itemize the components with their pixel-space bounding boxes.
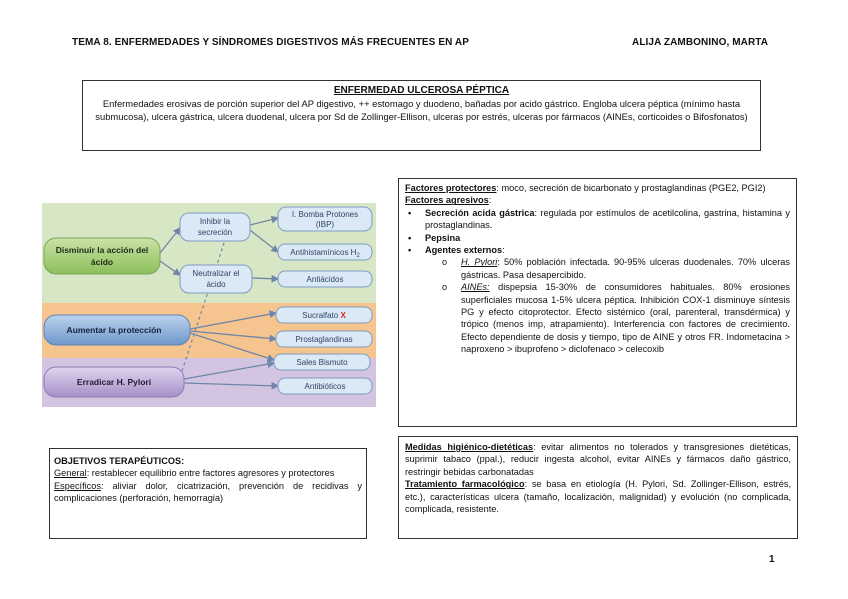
drug1-label: I. Bomba Protones (291, 210, 359, 219)
measures-box (398, 436, 798, 539)
drug2-label: Antihistamínicos H (290, 248, 357, 257)
drug-node-antih2 (278, 244, 372, 260)
aines-text: dispepsia 15-30% de consumidores habituales. 80% erosiones superficiales mucosa 1-5% ulcera péptica. Inhibición COX-1 disminuye síntesis PG y efecto citoprotector. Efecto sistémico (oral, parenteral, transdérmica) y trópico (menos imp, atrapamiento). Interferencia con factores de crecimiento. Efecto dependiente de dosis y tiempo, tipo de AINE y otros FR. Indometacina > naproxeno > ibuprofeno > diclofenaco > celecoxib (461, 282, 790, 355)
objectives-title: OBJETIVOS TERAPÉUTICOS: (54, 456, 185, 466)
intro-box (82, 80, 761, 151)
objectives-box (49, 448, 367, 539)
page-number: 1 (769, 554, 775, 565)
mid1-label-2: secreción (197, 228, 233, 237)
mid2-label-2: ácido (206, 280, 226, 289)
hygiene-text: : evitar alimentos no tolerados y transgresiones dietéticas, suprimir tabaco (ppal.), reducir ingesta alcohol, evitar AINEs y fármacos daño gástrico, restringir bebidas carbonatadas (405, 442, 791, 477)
hygiene-measures (405, 441, 791, 478)
sub-pylori (405, 256, 790, 281)
intro-title: ENFERMEDAD ULCEROSA PÉPTICA (333, 85, 510, 96)
pharmacological-treatment (405, 478, 791, 515)
svg-text:Sucralfato X (302, 311, 346, 320)
document-header-title: TEMA 8. ENFERMEDADES Y SÍNDROMES DIGESTIVOS MÁS FRECUENTES EN AP (72, 37, 470, 48)
goal1-label-2: ácido (90, 257, 114, 267)
general-label: General (54, 468, 87, 479)
drug-node-antacids (278, 271, 372, 287)
goal-node-acid (44, 238, 160, 274)
bullet-external (405, 244, 790, 256)
drug6-label: Sales Bismuto (296, 358, 348, 367)
intro-body: Enfermedades erosivas de porción superior del AP digestivo, ++ estomago y duodeno, bañadas por acido gástrico. Engloba ulcera péptica (mínimo hasta submucosa), ulcera gástrica, ulcera duodenal, ulcera por Sd de Zollinger-Ellison, ulceras por estrés, ulceras por fármacos (AINEs, corticoides o Bifosfonatos) (95, 98, 748, 122)
mid2-label: Neutralizar el (192, 269, 240, 278)
drug5-label: Prostaglandinas (295, 335, 353, 344)
aines-label: AINEs: (461, 282, 490, 293)
objective-specific (54, 480, 362, 505)
protective-label: Factores protectores (405, 183, 497, 193)
bullet-acid (405, 207, 790, 232)
pylori-text: : 50% población infectada. 90-95% ulceras duodenales. 70% ulceras gástricas. Pasa desapercibido. (461, 257, 790, 280)
objective-general (54, 467, 362, 479)
drug-node-sucralfate (276, 307, 372, 323)
specific-label: Específicos (54, 480, 101, 491)
drug-node-bismuth (274, 354, 370, 370)
drug4-label: Sucralfato (302, 311, 339, 320)
pepsin-label: Pepsina (425, 232, 461, 243)
pharma-text: : se basa en etiología (H. Pylori, Sd. Zollinger-Ellison, estrés, etc.), características ulcera (tamaño, localización, malignidad) y evolución (no complicada, complicada, resistente. (405, 479, 791, 515)
pylori-label: H. Pylori (461, 257, 498, 268)
aggressive-colon: : (488, 195, 492, 206)
hygiene-label: Medidas higiénico-dietéticas (405, 442, 534, 452)
drug7-label: Antibióticos (304, 382, 346, 391)
acid-text: : regulada por estímulos de acetilcolina, gastrina, histamina y prostaglandinas. (425, 207, 790, 231)
external-label: Agentes externos (425, 245, 503, 256)
goal1-label: Disminuir la acción del (55, 245, 149, 255)
acid-label: Secreción acida gástrica (425, 207, 535, 218)
drug1-label-2: (IBP) (315, 220, 335, 229)
aggressive-label: Factores agresivos (405, 195, 489, 206)
drug4-cross-mark: X (340, 311, 346, 320)
document-header-author: ALIJA ZAMBONINO, MARTA (632, 37, 769, 48)
goal3-label: Erradicar H. Pylori (76, 377, 152, 387)
external-colon: : (502, 245, 505, 256)
sub-aines (405, 281, 790, 355)
drug2-subscript: 2 (356, 253, 360, 259)
bullet-pepsin (405, 232, 790, 244)
mid-node-inhibit (180, 213, 250, 241)
factors-box (398, 178, 797, 427)
drug-node-antibiotics (278, 378, 372, 394)
specific-text: : aliviar dolor, cicatrización, prevención de recidivas y complicaciones (perforación, hemorragia) (54, 480, 362, 504)
drug3-label: Antiácidos (306, 275, 344, 284)
mid-node-neutralize (180, 265, 252, 293)
goal2-label: Aumentar la protección (66, 325, 162, 335)
goal-node-protection (44, 315, 190, 345)
goal-node-pylori (44, 367, 184, 397)
treatment-diagram (42, 203, 376, 407)
protective-factors (405, 182, 790, 194)
drug-node-prostaglandins (276, 331, 372, 347)
protective-text: : moco, secreción de bicarbonato y prostaglandinas (PGE2, PGI2) (496, 183, 766, 193)
aggressive-factors (405, 194, 790, 206)
drug-node-ibp (278, 207, 372, 231)
general-text: : restablecer equilibrio entre factores agresores y protectores (86, 468, 335, 479)
pharma-label: Tratamiento farmacológico (405, 479, 525, 490)
mid1-label: Inhibir la (199, 217, 231, 226)
